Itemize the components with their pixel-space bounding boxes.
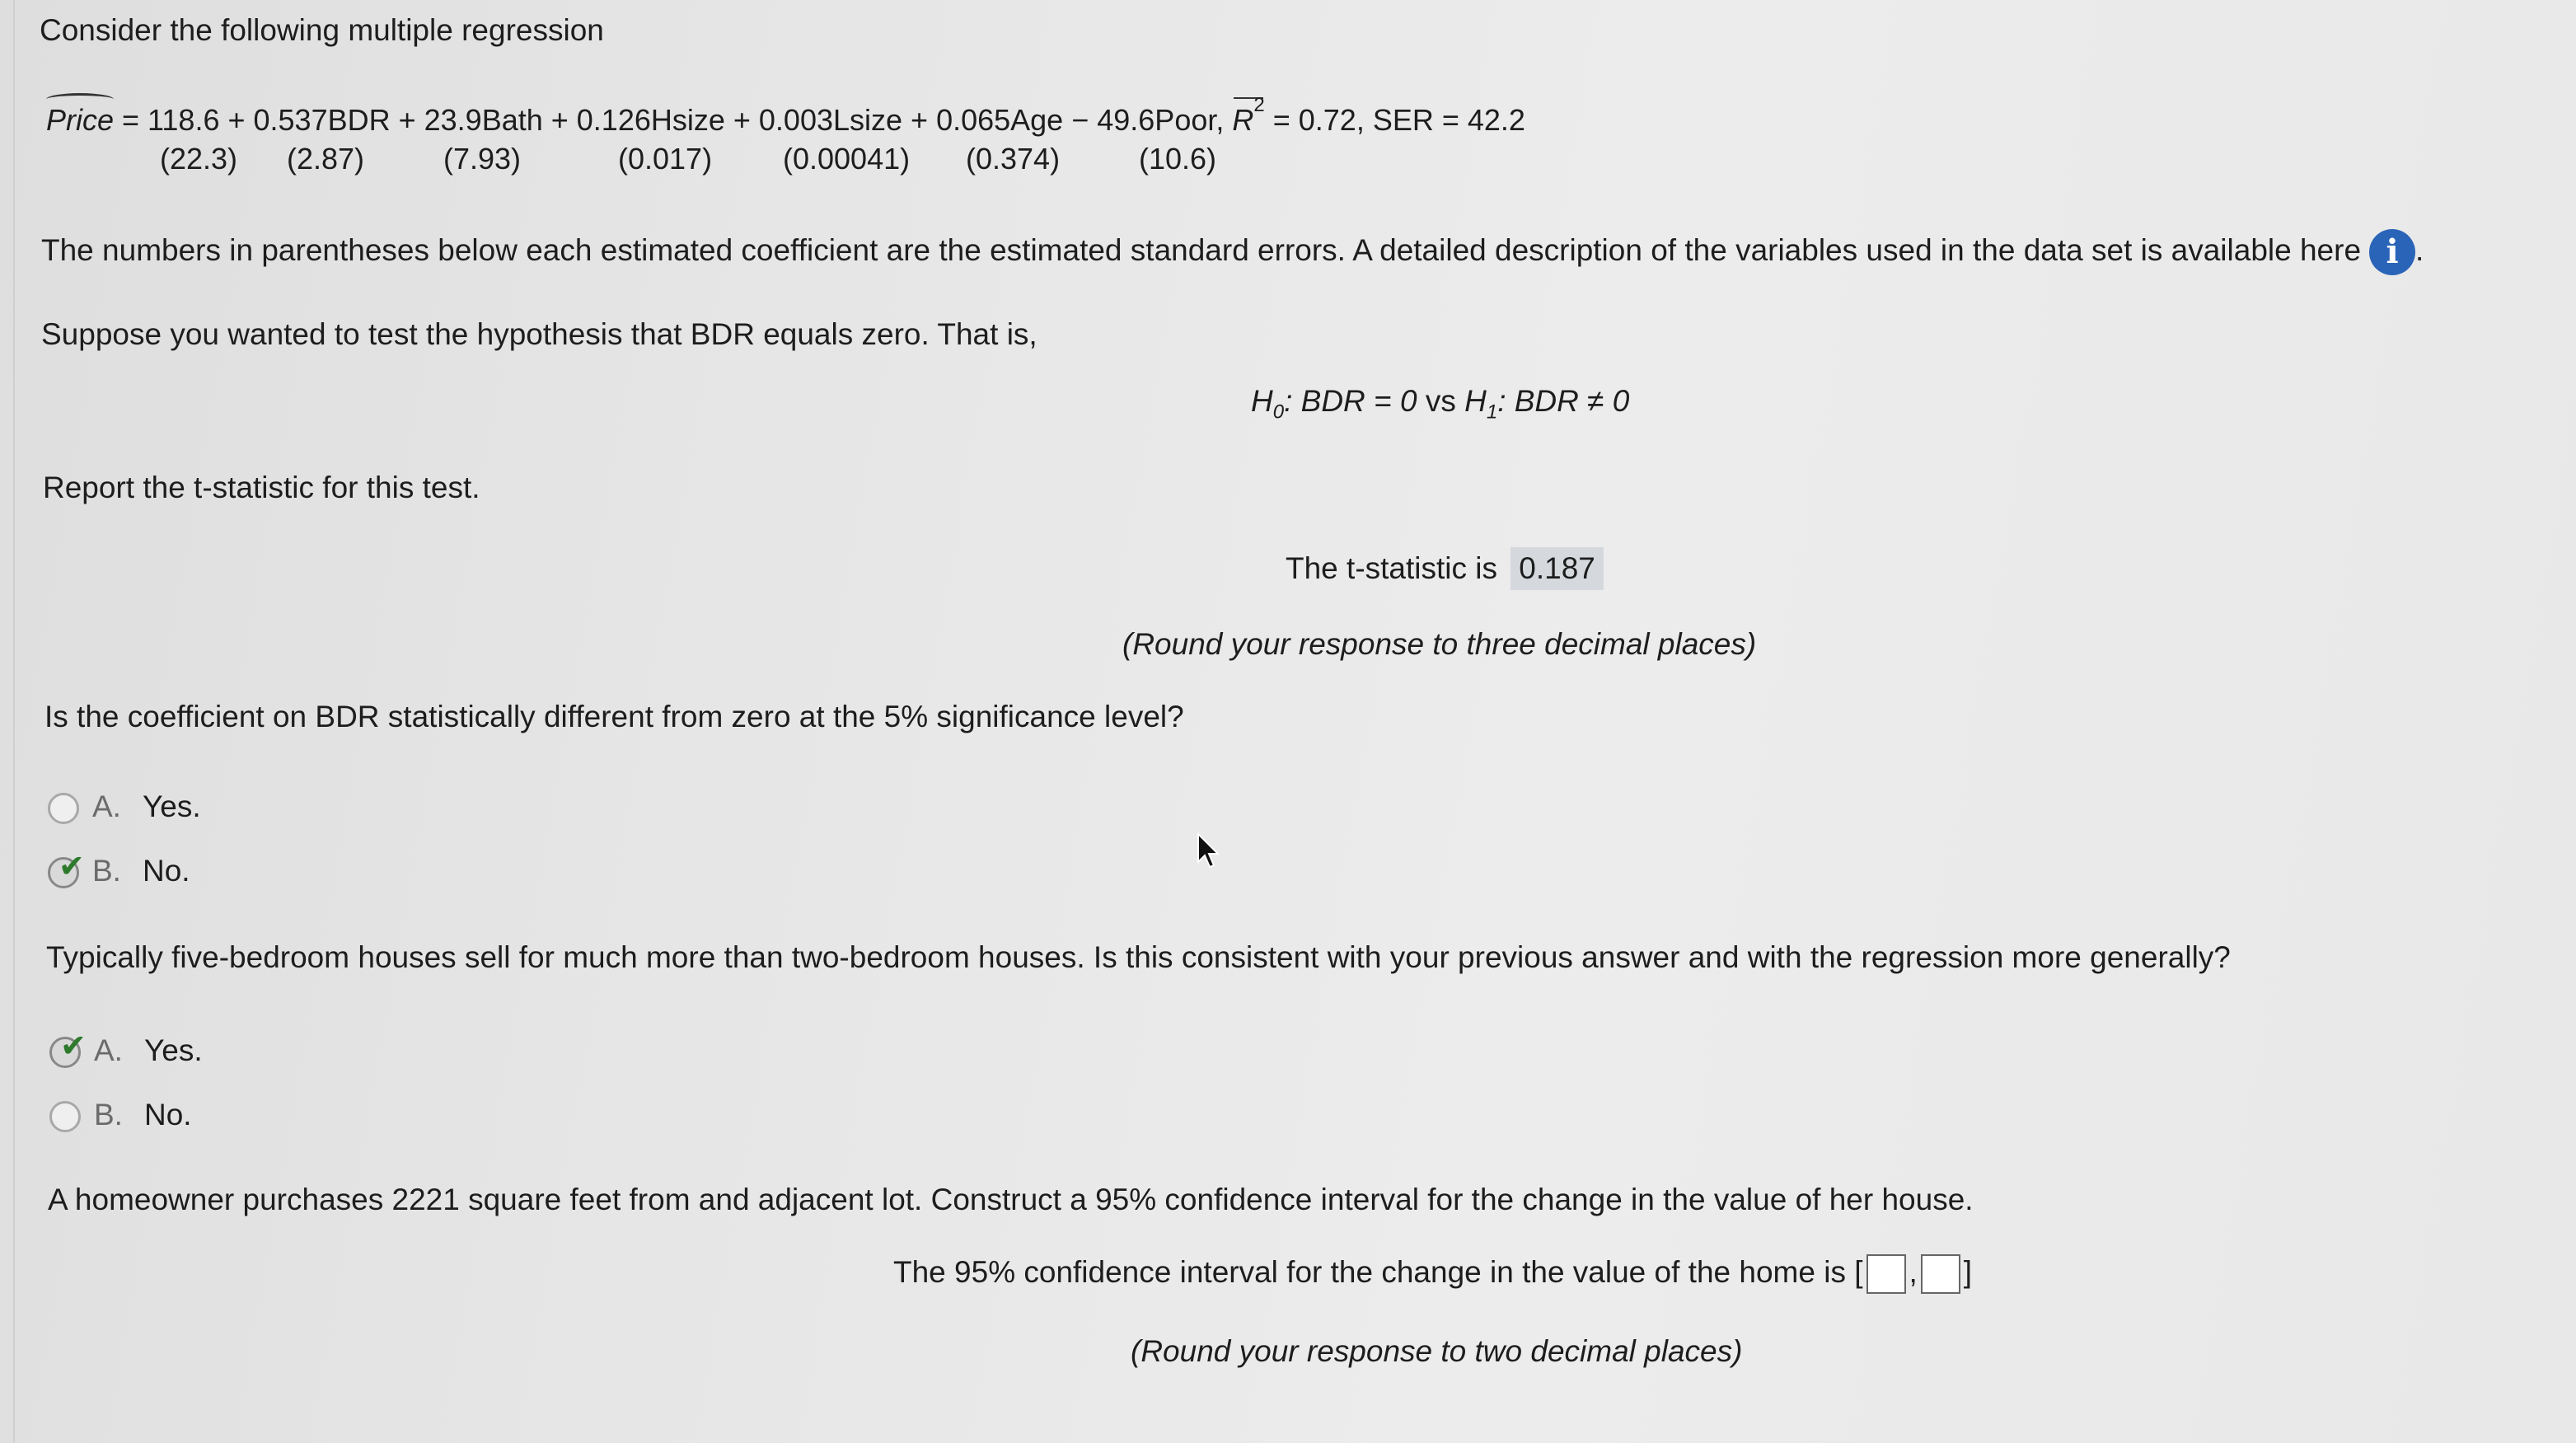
std-error-6: (10.6) — [1139, 142, 1217, 176]
q3-option-b[interactable]: B. No. — [49, 1098, 192, 1132]
std-error-2: (7.93) — [443, 142, 522, 176]
radio-button-selected[interactable] — [49, 1028, 87, 1068]
q3-option-a[interactable]: ✔ A. Yes. — [49, 1033, 203, 1068]
std-error-5: (0.374) — [966, 142, 1061, 176]
regression-equation — [46, 94, 1525, 138]
info-icon[interactable]: i — [2369, 229, 2415, 275]
ci-upper-input[interactable] — [1921, 1254, 1960, 1294]
std-error-4: (0.00041) — [783, 142, 911, 176]
description-paragraph: The numbers in parentheses below each estimated coefficient are the estimated standard errors. A detailed description of the variables used in the data set is available here i . — [41, 229, 2424, 275]
q2-option-b[interactable]: ✔ B. No. — [48, 854, 190, 888]
equation-fit-stats: = 0.72, SER = 42.2 — [1264, 103, 1525, 137]
question-header: Consider the following multiple regression — [40, 13, 604, 47]
q4-answer-row: The 95% confidence interval for the change in the value of the home is [ , ] — [893, 1254, 1972, 1294]
std-error-3: (0.017) — [618, 142, 713, 176]
ci-lower-input[interactable] — [1866, 1254, 1906, 1294]
q1-answer-label: The t-statistic is — [1286, 551, 1497, 585]
q2-option-a[interactable]: A. Yes. — [48, 789, 201, 824]
checkmark-icon: ✔ — [59, 848, 85, 885]
std-error-1: (2.87) — [287, 142, 365, 176]
q1-prompt: Report the t-statistic for this test. — [43, 471, 480, 504]
radio-button[interactable] — [48, 793, 79, 824]
radio-button[interactable] — [49, 1101, 81, 1132]
price-hat: Price — [46, 103, 115, 137]
q2-prompt: Is the coefficient on BDR statistically different from zero at the 5% significance level? — [44, 700, 1184, 733]
q4-round-note: (Round your response to two decimal places) — [1131, 1334, 1743, 1368]
checkmark-icon: ✔ — [60, 1028, 87, 1065]
r-bar-squared: $R^2$ — [1232, 94, 1265, 137]
q4-answer-label: The 95% confidence interval for the change in the value of the home is — [893, 1255, 1846, 1289]
q1-answer-row — [1286, 547, 1604, 590]
radio-button-selected[interactable] — [48, 848, 85, 888]
t-statistic-answer[interactable]: 0.187 — [1510, 547, 1604, 590]
page-edge — [13, 0, 15, 1443]
suppose-paragraph: Suppose you wanted to test the hypothesis that BDR equals zero. That is, — [41, 317, 1037, 351]
q4-prompt: A homeowner purchases 2221 square feet from and adjacent lot. Construct a 95% confidence interval for the change in the value of her house. — [48, 1183, 1974, 1216]
q3-prompt: Typically five-bedroom houses sell for much more than two-bedroom houses. Is this consistent with your previous answer and with the regression more generally? — [46, 940, 2231, 974]
hypothesis-statement: $H_0$: BDR = 0 vs $H_1$: BDR ≠ 0 — [1251, 384, 1630, 424]
q1-round-note: (Round your response to three decimal places) — [1122, 627, 1757, 661]
equation-rhs: = 118.6 + 0.537BDR + 23.9Bath + 0.126Hsize + 0.003Lsize + 0.065Age − 49.6Poor, — [114, 103, 1233, 137]
std-error-0: (22.3) — [160, 142, 238, 176]
